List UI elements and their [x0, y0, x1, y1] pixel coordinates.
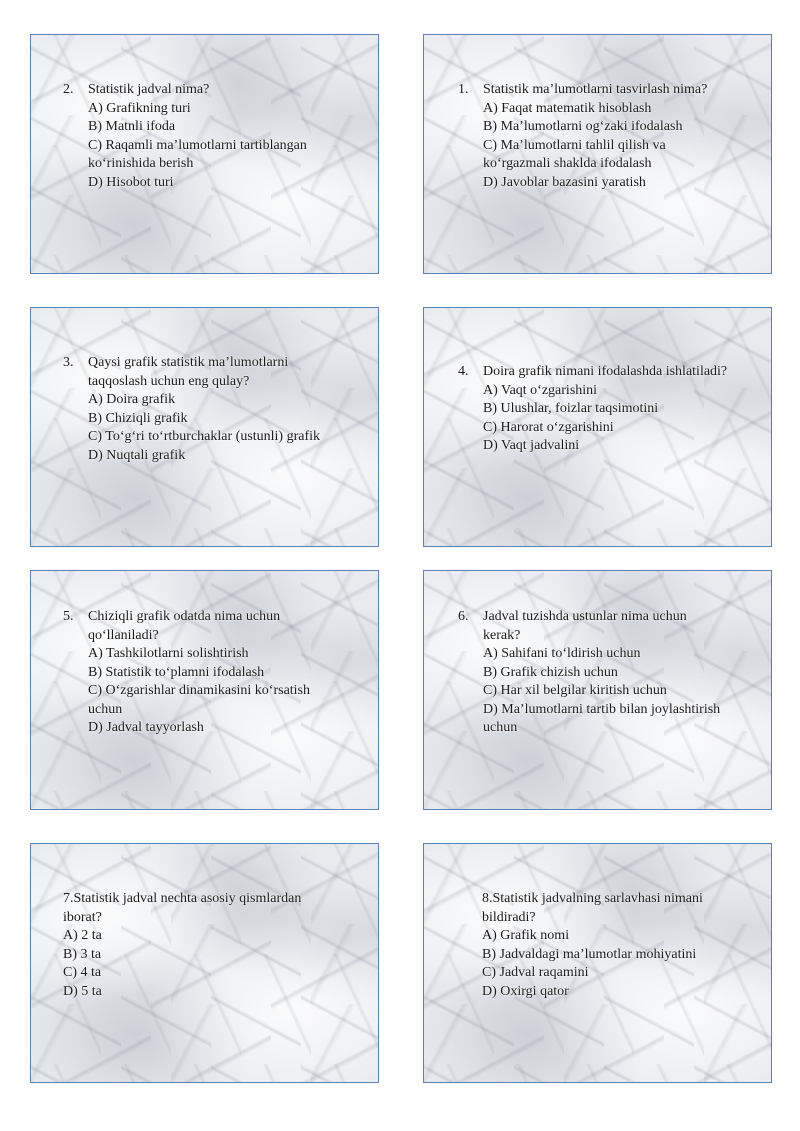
question-block	[458, 363, 727, 456]
option-a: A) 2 ta	[63, 928, 102, 943]
question-text-continued: kerak?	[483, 627, 521, 643]
option-b: B) Chiziqli grafik	[88, 410, 188, 426]
option-c-continued: ko‘rgazmali shaklda ifodalash	[483, 156, 652, 171]
option-a: A) Sahifani to‘ldirish uchun	[483, 646, 641, 661]
question-number: 6.	[458, 609, 469, 624]
option-b: B) Statistik to‘plamni ifodalash	[88, 664, 265, 680]
option-d: D) Jadval tayyorlash	[88, 720, 204, 735]
question-number: 2.	[63, 82, 74, 97]
question-text-continued: bildiradi?	[482, 909, 536, 925]
option-c-continued: uchun	[88, 701, 123, 717]
question-number: 1.	[458, 82, 469, 97]
option-a: A) Faqat matematik hisoblash	[483, 100, 652, 116]
question-card-5	[30, 570, 379, 810]
question-block	[63, 890, 301, 1001]
question-block	[63, 354, 320, 465]
question-block	[63, 81, 307, 192]
question-block	[63, 608, 310, 738]
option-d: D) Hisobot turi	[88, 174, 174, 190]
option-b: B) 3 ta	[63, 946, 102, 962]
question-text: Doira grafik nimani ifodalashda ishlatiladi?	[483, 364, 728, 379]
option-c: C) O‘zgarishlar dinamikasini ko‘rsatish	[88, 683, 311, 698]
question-number: 4.	[458, 364, 469, 379]
option-d: D) Ma’lumotlarni tartib bilan joylashtirish	[483, 701, 721, 717]
option-d: D) Nuqtali grafik	[88, 447, 186, 463]
option-c: C) To‘g‘ri to‘rtburchaklar (ustunli) grafik	[88, 429, 321, 444]
question-text: Chiziqli grafik odatda nima uchun	[88, 609, 281, 624]
option-b: B) Ma’lumotlarni og‘zaki ifodalash	[483, 119, 683, 134]
option-d-continued: uchun	[483, 720, 518, 735]
option-b: B) Jadvaldagi ma’lumotlar mohiyatini	[482, 946, 697, 962]
option-d: D) Javoblar bazasini yaratish	[483, 174, 646, 190]
option-a: A) Tashkilotlarni solishtirish	[88, 646, 249, 661]
option-c: C) Har xil belgilar kiritish uchun	[483, 683, 667, 698]
option-c-continued: ko‘rinishida berish	[88, 156, 194, 171]
option-b: B) Grafik chizish uchun	[483, 664, 618, 680]
question-text-continued: iborat?	[63, 909, 102, 925]
question-text-continued: taqqoslash uchun eng qulay?	[88, 373, 250, 389]
option-d: D) 5 ta	[63, 983, 102, 999]
question-text: 7.Statistik jadval nechta asosiy qismlardan	[63, 891, 302, 906]
question-text: Qaysi grafik statistik ma’lumotlarni	[88, 355, 289, 370]
option-a: A) Doira grafik	[88, 392, 176, 407]
question-card-7	[30, 843, 379, 1083]
question-card-8	[423, 843, 772, 1083]
question-text: Statistik ma’lumotlarni tasvirlash nima?	[483, 82, 708, 97]
option-c: C) Raqamli ma’lumotlarni tartiblangan	[88, 137, 307, 153]
question-block	[458, 81, 707, 192]
question-card-4	[423, 307, 772, 547]
option-c: C) Jadval raqamini	[482, 965, 589, 980]
question-text-continued: qo‘llaniladi?	[88, 627, 159, 643]
option-a: A) Grafikning turi	[88, 100, 191, 116]
option-c: C) Harorat o‘zgarishini	[483, 419, 614, 435]
question-card-6	[423, 570, 772, 810]
option-b: B) Matnli ifoda	[88, 119, 176, 134]
question-block	[482, 890, 703, 1001]
option-a: A) Vaqt o‘zgarishini	[483, 382, 598, 398]
question-card-1	[423, 34, 772, 274]
question-block	[458, 608, 720, 738]
option-c: C) 4 ta	[63, 965, 102, 980]
option-d: D) Vaqt jadvalini	[483, 438, 580, 453]
question-card-3	[30, 307, 379, 547]
question-text: Statistik jadval nima?	[88, 82, 210, 97]
question-number: 3.	[63, 355, 74, 370]
question-text: 8.Statistik jadvalning sarlavhasi nimani	[482, 891, 703, 906]
question-card-2	[30, 34, 379, 274]
question-number: 5.	[63, 609, 74, 624]
option-a: A) Grafik nomi	[482, 928, 570, 943]
question-text: Jadval tuzishda ustunlar nima uchun	[483, 609, 687, 624]
option-c: C) Ma’lumotlarni tahlil qilish va	[483, 137, 666, 153]
option-d: D) Oxirgi qator	[482, 983, 569, 999]
option-b: B) Ulushlar, foizlar taqsimotini	[483, 401, 659, 416]
